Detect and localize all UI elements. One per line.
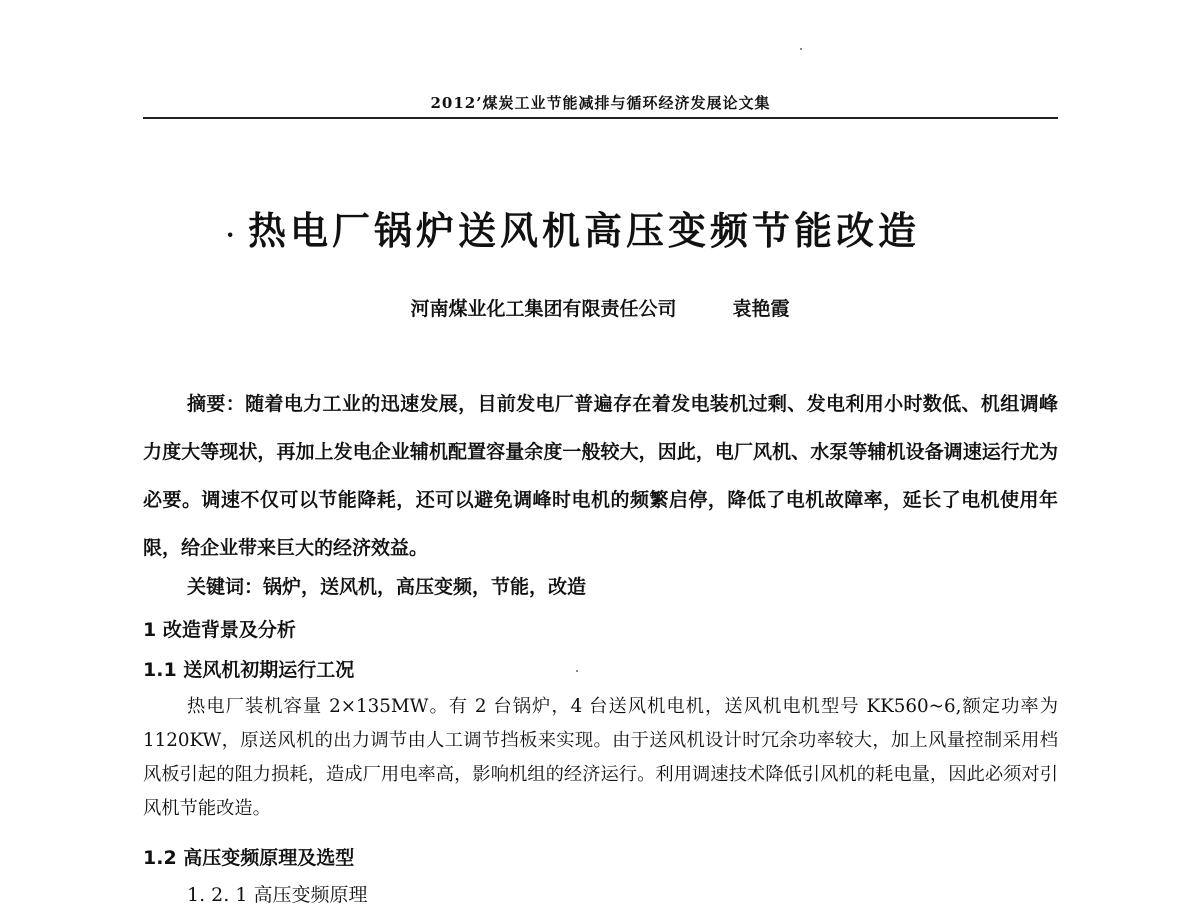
section-heading-1-2: 1.2 高压变频原理及选型: [143, 847, 355, 869]
scan-speck: [576, 670, 578, 672]
abstract: 摘要：随着电力工业的迅速发展，目前发电厂普遍存在着发电装机过剩、发电利用小时数低、机组调峰力度大等现状，再加上发电企业辅机配置容量余度一般较大，因此，电厂风机、水泵等辅机设备调速运行尤为必要。调速不仅可以节能降耗，还可以避免调峰时电机的频繁启停，降低了电机故障率，延长了电机使用年限，给企业带来巨大的经济效益。: [143, 393, 1058, 559]
subsection-heading-1-2-1: 1. 2. 1 高压变频原理: [187, 884, 368, 906]
header-rule: [143, 117, 1058, 119]
paper-title: [226, 200, 986, 255]
keywords: 关键词：锅炉，送风机，高压变频，节能，改造: [187, 576, 587, 598]
section-heading-1: 1 改造背景及分析: [143, 619, 296, 641]
author: 袁艳霞: [732, 298, 790, 320]
byline: [0, 294, 1200, 321]
organization: 河南煤业化工集团有限责任公司: [410, 298, 677, 320]
paper-title-text: 热电厂锅炉送风机高压变频节能改造: [248, 208, 921, 253]
scan-speck: [800, 48, 802, 50]
title-marker: ·: [226, 220, 239, 249]
running-header: 2012’煤炭工业节能减排与循环经济发展论文集: [430, 94, 771, 112]
body-paragraph: 热电厂装机容量 2×135MW。有 2 台锅炉，4 台送风机电机，送风机电机型号 KK560~6,额定功率为 1120KW，原送风机的出力调节由人工调节挡板来实现。由于送风机设计时冗余功率较大，加上风量控制采用档风板引起的阻力损耗，造成厂用电率高，影响机组的经济运行。利用调速技术降低引风机的耗电量，因此必须对引风机节能改造。: [143, 696, 1058, 819]
section-heading-1-1: 1.1 送风机初期运行工况: [143, 659, 355, 681]
